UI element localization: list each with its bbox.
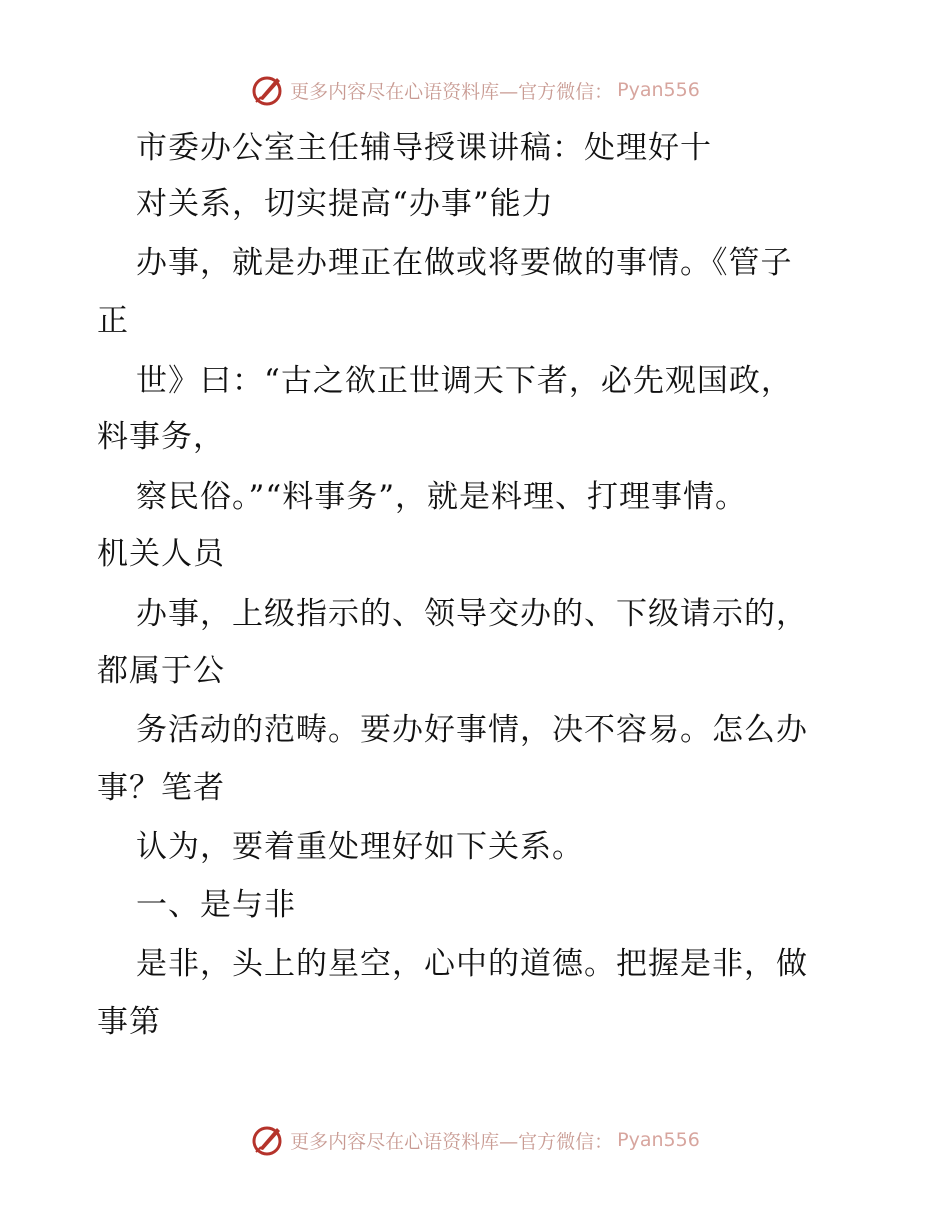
body-line: 察民俗。”“料事务”，就是料理、打理事情。	[136, 479, 748, 515]
body-line: 事？笔者	[97, 770, 225, 806]
body-line: 认为，要着重处理好如下关系。	[136, 829, 584, 865]
quill-seal-icon	[250, 72, 286, 108]
body-line: 机关人员	[97, 536, 225, 572]
watermark-wechat-id: Pyan556	[617, 79, 700, 101]
body-line: 事第	[97, 1004, 161, 1040]
body-line: 正	[97, 303, 129, 339]
watermark-text: 更多内容尽在心语资料库—官方微信：	[290, 80, 614, 103]
quill-seal-icon	[250, 1122, 286, 1158]
watermark-text: 更多内容尽在心语资料库—官方微信：	[290, 1130, 614, 1153]
header-watermark	[0, 70, 950, 110]
body-line: 都属于公	[97, 653, 225, 689]
body-line: 是非，头上的星空，心中的道德。把握是非，做	[136, 946, 808, 982]
body-line: 料事务，	[97, 419, 225, 455]
body-line: 办事，就是办理正在做或将要做的事情。《管子	[136, 245, 793, 281]
document-title-line-1: 市委办公室主任辅导授课讲稿：处理好十	[136, 130, 712, 166]
body-line: 务活动的范畴。要办好事情，决不容易。怎么办	[136, 712, 808, 748]
section-heading: 一、是与非	[136, 887, 296, 923]
document-title-line-2: 对关系，切实提高“办事”能力	[136, 186, 554, 222]
body-line: 世》曰：“古之欲正世调天下者，必先观国政，	[136, 363, 793, 399]
footer-watermark	[0, 1120, 950, 1160]
watermark-wechat-id: Pyan556	[617, 1129, 700, 1151]
body-line: 办事，上级指示的、领导交办的、下级请示的，	[136, 596, 808, 632]
